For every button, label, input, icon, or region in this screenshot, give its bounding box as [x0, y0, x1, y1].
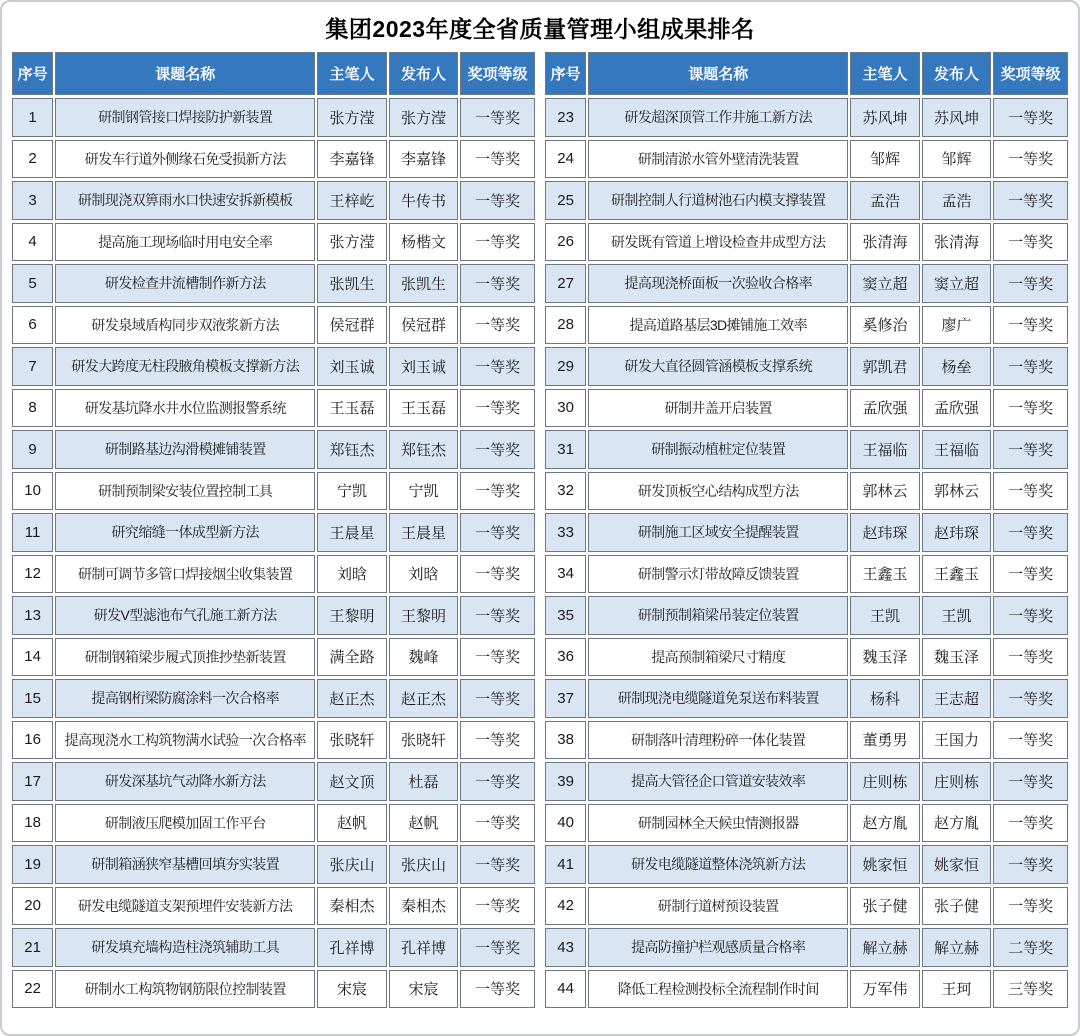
cell-publisher: 窦立超 [922, 264, 992, 303]
cell-no: 41 [545, 845, 586, 884]
cell-author: 杨科 [850, 679, 920, 718]
cell-publisher: 魏玉泽 [922, 638, 992, 677]
cell-no: 10 [12, 472, 53, 511]
table-row [12, 140, 535, 179]
page-title: 集团2023年度全省质量管理小组成果排名 [325, 16, 755, 42]
cell-no: 9 [12, 430, 53, 469]
col-header-topic: 课题名称 [588, 52, 848, 95]
cell-award: 一等奖 [460, 887, 535, 926]
cell-publisher: 刘玉诚 [389, 347, 459, 386]
cell-publisher: 廖广 [922, 306, 992, 345]
cell-topic: 研制现浇电缆隧道免泵送布料装置 [588, 679, 848, 718]
cell-topic: 研发基坑降水井水位监测报警系统 [55, 389, 315, 428]
cell-award: 一等奖 [993, 679, 1068, 718]
cell-no: 42 [545, 887, 586, 926]
table-row [545, 845, 1068, 884]
cell-no: 1 [12, 98, 53, 137]
cell-award: 一等奖 [993, 596, 1068, 635]
cell-award: 一等奖 [993, 845, 1068, 884]
cell-award: 一等奖 [460, 306, 535, 345]
cell-topic: 研制控制人行道树池石内模支撑装置 [588, 181, 848, 220]
cell-no: 43 [545, 928, 586, 967]
table-body-left [12, 98, 535, 1008]
table-row [545, 970, 1068, 1009]
cell-author: 孔祥博 [317, 928, 387, 967]
table-row [12, 555, 535, 594]
cell-award: 一等奖 [460, 555, 535, 594]
cell-author: 宋宸 [317, 970, 387, 1009]
cell-author: 王梓屹 [317, 181, 387, 220]
col-header-author: 主笔人 [850, 52, 920, 95]
table-row [12, 347, 535, 386]
table-row [545, 264, 1068, 303]
cell-award: 一等奖 [993, 887, 1068, 926]
cell-topic: 研发大跨度无柱段腋角模板支撑新方法 [55, 347, 315, 386]
cell-author: 姚家恒 [850, 845, 920, 884]
cell-topic: 研制液压爬模加固工作平台 [55, 804, 315, 843]
cell-award: 一等奖 [460, 223, 535, 262]
cell-award: 一等奖 [460, 721, 535, 760]
table-row [12, 845, 535, 884]
cell-award: 一等奖 [460, 845, 535, 884]
cell-no: 17 [12, 762, 53, 801]
cell-topic: 提高道路基层3D摊铺施工效率 [588, 306, 848, 345]
cell-publisher: 杜磊 [389, 762, 459, 801]
cell-author: 王黎明 [317, 596, 387, 635]
cell-publisher: 杨垒 [922, 347, 992, 386]
cell-author: 李嘉锋 [317, 140, 387, 179]
cell-topic: 研发填充墙构造柱浇筑辅助工具 [55, 928, 315, 967]
cell-award: 一等奖 [460, 430, 535, 469]
table-row [12, 513, 535, 552]
table-row [12, 638, 535, 677]
results-table-right [543, 49, 1070, 1011]
cell-topic: 提高现浇桥面板一次验收合格率 [588, 264, 848, 303]
cell-topic: 提高预制箱梁尺寸精度 [588, 638, 848, 677]
cell-publisher: 刘晗 [389, 555, 459, 594]
cell-publisher: 宋宸 [389, 970, 459, 1009]
cell-publisher: 王国力 [922, 721, 992, 760]
cell-no: 28 [545, 306, 586, 345]
cell-publisher: 张方滢 [389, 98, 459, 137]
cell-award: 一等奖 [460, 98, 535, 137]
col-header-award: 奖项等级 [460, 52, 535, 95]
cell-award: 一等奖 [460, 638, 535, 677]
cell-award: 一等奖 [993, 389, 1068, 428]
cell-publisher: 解立赫 [922, 928, 992, 967]
cell-topic: 研制施工区域安全提醒装置 [588, 513, 848, 552]
table-row [12, 472, 535, 511]
cell-topic: 提高防撞护栏观感质量合格率 [588, 928, 848, 967]
cell-publisher: 魏峰 [389, 638, 459, 677]
table-row [545, 223, 1068, 262]
cell-publisher: 郑钰杰 [389, 430, 459, 469]
cell-topic: 研发深基坑气动降水新方法 [55, 762, 315, 801]
cell-author: 满全路 [317, 638, 387, 677]
cell-topic: 研发大直径圆管涵模板支撑系统 [588, 347, 848, 386]
cell-no: 13 [12, 596, 53, 635]
cell-author: 孟欣强 [850, 389, 920, 428]
cell-no: 34 [545, 555, 586, 594]
cell-no: 26 [545, 223, 586, 262]
cell-publisher: 赵正杰 [389, 679, 459, 718]
cell-publisher: 牛传书 [389, 181, 459, 220]
col-header-publisher: 发布人 [389, 52, 459, 95]
table-header-row [12, 52, 535, 95]
cell-publisher: 侯冠群 [389, 306, 459, 345]
cell-author: 苏风坤 [850, 98, 920, 137]
table-row [12, 223, 535, 262]
cell-no: 30 [545, 389, 586, 428]
table-body-right [545, 98, 1068, 1008]
cell-award: 一等奖 [993, 430, 1068, 469]
cell-award: 一等奖 [993, 513, 1068, 552]
cell-topic: 研发电缆隧道支架预埋件安装新方法 [55, 887, 315, 926]
cell-publisher: 庄则栋 [922, 762, 992, 801]
cell-no: 15 [12, 679, 53, 718]
table-row [545, 928, 1068, 967]
cell-topic: 研发V型滤池布气孔施工新方法 [55, 596, 315, 635]
cell-no: 5 [12, 264, 53, 303]
cell-topic: 研制箱涵狭窄基槽回填夯实装置 [55, 845, 315, 884]
cell-no: 22 [12, 970, 53, 1009]
cell-no: 27 [545, 264, 586, 303]
cell-award: 一等奖 [460, 513, 535, 552]
cell-award: 一等奖 [460, 596, 535, 635]
cell-topic: 研制钢箱梁步履式顶推抄垫新装置 [55, 638, 315, 677]
cell-author: 张方滢 [317, 223, 387, 262]
cell-publisher: 张子健 [922, 887, 992, 926]
table-row [12, 389, 535, 428]
table-row [12, 804, 535, 843]
cell-award: 一等奖 [993, 223, 1068, 262]
cell-award: 二等奖 [993, 928, 1068, 967]
cell-author: 孟浩 [850, 181, 920, 220]
table-row [12, 762, 535, 801]
table-row [545, 596, 1068, 635]
cell-no: 18 [12, 804, 53, 843]
cell-award: 一等奖 [993, 98, 1068, 137]
cell-publisher: 赵玮琛 [922, 513, 992, 552]
cell-author: 张子健 [850, 887, 920, 926]
cell-publisher: 王珂 [922, 970, 992, 1009]
cell-award: 一等奖 [993, 762, 1068, 801]
cell-publisher: 张晓轩 [389, 721, 459, 760]
cell-award: 一等奖 [460, 140, 535, 179]
cell-publisher: 苏风坤 [922, 98, 992, 137]
col-header-topic: 课题名称 [55, 52, 315, 95]
cell-no: 8 [12, 389, 53, 428]
cell-topic: 研制园林全天候虫情测报器 [588, 804, 848, 843]
cell-author: 张方滢 [317, 98, 387, 137]
table-row [12, 306, 535, 345]
cell-author: 奚修治 [850, 306, 920, 345]
cell-topic: 研发顶板空心结构成型方法 [588, 472, 848, 511]
cell-no: 33 [545, 513, 586, 552]
cell-author: 宁凯 [317, 472, 387, 511]
cell-award: 一等奖 [460, 928, 535, 967]
table-row [545, 513, 1068, 552]
cell-award: 一等奖 [993, 264, 1068, 303]
cell-author: 张凯生 [317, 264, 387, 303]
cell-author: 魏玉泽 [850, 638, 920, 677]
col-header-award: 奖项等级 [993, 52, 1068, 95]
cell-topic: 研发检查井流槽制作新方法 [55, 264, 315, 303]
cell-publisher: 王鑫玉 [922, 555, 992, 594]
cell-author: 王福临 [850, 430, 920, 469]
cell-topic: 研究缩缝一体成型新方法 [55, 513, 315, 552]
col-header-no: 序号 [545, 52, 586, 95]
cell-no: 29 [545, 347, 586, 386]
cell-author: 赵帆 [317, 804, 387, 843]
cell-publisher: 宁凯 [389, 472, 459, 511]
cell-topic: 研制水工构筑物钢筋限位控制装置 [55, 970, 315, 1009]
col-header-publisher: 发布人 [922, 52, 992, 95]
cell-no: 24 [545, 140, 586, 179]
cell-publisher: 秦相杰 [389, 887, 459, 926]
cell-no: 21 [12, 928, 53, 967]
cell-topic: 研发既有管道上增设检查井成型方法 [588, 223, 848, 262]
cell-award: 一等奖 [460, 472, 535, 511]
cell-topic: 研发电缆隧道整体浇筑新方法 [588, 845, 848, 884]
cell-award: 一等奖 [460, 762, 535, 801]
col-header-author: 主笔人 [317, 52, 387, 95]
cell-no: 14 [12, 638, 53, 677]
cell-publisher: 杨楷文 [389, 223, 459, 262]
cell-award: 一等奖 [460, 804, 535, 843]
cell-no: 6 [12, 306, 53, 345]
cell-award: 一等奖 [993, 181, 1068, 220]
cell-author: 郑钰杰 [317, 430, 387, 469]
cell-no: 25 [545, 181, 586, 220]
cell-author: 赵方胤 [850, 804, 920, 843]
table-row [545, 430, 1068, 469]
cell-no: 19 [12, 845, 53, 884]
cell-publisher: 王晨星 [389, 513, 459, 552]
cell-author: 王玉磊 [317, 389, 387, 428]
cell-award: 一等奖 [460, 264, 535, 303]
table-row [12, 970, 535, 1009]
cell-author: 郭林云 [850, 472, 920, 511]
cell-topic: 提高施工现场临时用电安全率 [55, 223, 315, 262]
cell-publisher: 姚家恒 [922, 845, 992, 884]
cell-publisher: 王玉磊 [389, 389, 459, 428]
cell-no: 4 [12, 223, 53, 262]
table-row [545, 804, 1068, 843]
table-row [545, 347, 1068, 386]
cell-author: 张庆山 [317, 845, 387, 884]
cell-author: 邹辉 [850, 140, 920, 179]
cell-award: 一等奖 [993, 472, 1068, 511]
cell-no: 16 [12, 721, 53, 760]
cell-author: 王凯 [850, 596, 920, 635]
cell-no: 7 [12, 347, 53, 386]
cell-topic: 研制钢管接口焊接防护新装置 [55, 98, 315, 137]
cell-award: 一等奖 [460, 347, 535, 386]
cell-award: 一等奖 [993, 347, 1068, 386]
cell-topic: 研制可调节多管口焊接烟尘收集装置 [55, 555, 315, 594]
cell-topic: 研制预制梁安装位置控制工具 [55, 472, 315, 511]
cell-publisher: 李嘉锋 [389, 140, 459, 179]
cell-award: 三等奖 [993, 970, 1068, 1009]
cell-no: 3 [12, 181, 53, 220]
cell-award: 一等奖 [993, 638, 1068, 677]
cell-publisher: 孔祥博 [389, 928, 459, 967]
table-row [545, 306, 1068, 345]
cell-topic: 提高钢桁梁防腐涂料一次合格率 [55, 679, 315, 718]
table-row [545, 721, 1068, 760]
cell-author: 董勇男 [850, 721, 920, 760]
table-row [545, 762, 1068, 801]
cell-no: 32 [545, 472, 586, 511]
cell-author: 侯冠群 [317, 306, 387, 345]
cell-publisher: 王福临 [922, 430, 992, 469]
cell-author: 张清海 [850, 223, 920, 262]
table-row [545, 472, 1068, 511]
cell-award: 一等奖 [460, 389, 535, 428]
cell-award: 一等奖 [993, 804, 1068, 843]
cell-no: 23 [545, 98, 586, 137]
cell-award: 一等奖 [993, 306, 1068, 345]
cell-author: 刘晗 [317, 555, 387, 594]
cell-topic: 研制预制箱梁吊装定位装置 [588, 596, 848, 635]
cell-publisher: 孟浩 [922, 181, 992, 220]
cell-publisher: 王志超 [922, 679, 992, 718]
table-row [12, 98, 535, 137]
table-row [12, 887, 535, 926]
cell-no: 20 [12, 887, 53, 926]
cell-no: 38 [545, 721, 586, 760]
cell-award: 一等奖 [993, 721, 1068, 760]
cell-publisher: 赵方胤 [922, 804, 992, 843]
cell-publisher: 郭林云 [922, 472, 992, 511]
cell-publisher: 孟欣强 [922, 389, 992, 428]
cell-topic: 研制落叶清理粉碎一体化装置 [588, 721, 848, 760]
cell-author: 万军伟 [850, 970, 920, 1009]
cell-no: 40 [545, 804, 586, 843]
table-row [545, 887, 1068, 926]
cell-award: 一等奖 [460, 181, 535, 220]
cell-publisher: 邹辉 [922, 140, 992, 179]
cell-topic: 研制现浇双箅雨水口快速安拆新模板 [55, 181, 315, 220]
cell-topic: 研制清淤水管外壁清洗装置 [588, 140, 848, 179]
cell-topic: 研制路基边沟滑模摊铺装置 [55, 430, 315, 469]
cell-topic: 研发泉域盾构同步双液浆新方法 [55, 306, 315, 345]
cell-topic: 研发车行道外侧缘石免受损新方法 [55, 140, 315, 179]
cell-publisher: 赵帆 [389, 804, 459, 843]
table-row [12, 430, 535, 469]
cell-topic: 研制警示灯带故障反馈装置 [588, 555, 848, 594]
cell-award: 一等奖 [460, 970, 535, 1009]
table-row [12, 928, 535, 967]
col-header-no: 序号 [12, 52, 53, 95]
cell-topic: 研制行道树预设装置 [588, 887, 848, 926]
cell-topic: 研发超深顶管工作井施工新方法 [588, 98, 848, 137]
cell-publisher: 王凯 [922, 596, 992, 635]
cell-publisher: 张庆山 [389, 845, 459, 884]
cell-author: 秦相杰 [317, 887, 387, 926]
table-row [545, 389, 1068, 428]
table-row [12, 264, 535, 303]
table-row [12, 679, 535, 718]
cell-publisher: 张清海 [922, 223, 992, 262]
table-row [545, 555, 1068, 594]
cell-no: 11 [12, 513, 53, 552]
results-table-left [10, 49, 537, 1011]
cell-no: 37 [545, 679, 586, 718]
cell-author: 赵正杰 [317, 679, 387, 718]
table-row [545, 679, 1068, 718]
cell-no: 35 [545, 596, 586, 635]
cell-author: 王晨星 [317, 513, 387, 552]
table-row [545, 638, 1068, 677]
cell-author: 窦立超 [850, 264, 920, 303]
cell-topic: 研制振动植桩定位装置 [588, 430, 848, 469]
cell-no: 39 [545, 762, 586, 801]
table-row [12, 181, 535, 220]
cell-no: 36 [545, 638, 586, 677]
cell-award: 一等奖 [460, 679, 535, 718]
table-row [545, 98, 1068, 137]
cell-topic: 降低工程检测投标全流程制作时间 [588, 970, 848, 1009]
cell-author: 郭凯君 [850, 347, 920, 386]
cell-award: 一等奖 [993, 555, 1068, 594]
cell-no: 44 [545, 970, 586, 1009]
cell-no: 31 [545, 430, 586, 469]
table-header-row [545, 52, 1068, 95]
table-row [545, 181, 1068, 220]
cell-topic: 研制井盖开启装置 [588, 389, 848, 428]
cell-topic: 提高大管径企口管道安装效率 [588, 762, 848, 801]
tables-container [10, 49, 1070, 1011]
cell-no: 2 [12, 140, 53, 179]
cell-author: 庄则栋 [850, 762, 920, 801]
table-row [12, 721, 535, 760]
cell-author: 张晓轩 [317, 721, 387, 760]
cell-author: 解立赫 [850, 928, 920, 967]
table-row [12, 596, 535, 635]
cell-author: 刘玉诚 [317, 347, 387, 386]
cell-award: 一等奖 [993, 140, 1068, 179]
table-row [545, 140, 1068, 179]
cell-topic: 提高现浇水工构筑物满水试验一次合格率 [55, 721, 315, 760]
cell-author: 王鑫玉 [850, 555, 920, 594]
cell-author: 赵玮琛 [850, 513, 920, 552]
cell-publisher: 张凯生 [389, 264, 459, 303]
cell-publisher: 王黎明 [389, 596, 459, 635]
cell-no: 12 [12, 555, 53, 594]
cell-author: 赵文顶 [317, 762, 387, 801]
